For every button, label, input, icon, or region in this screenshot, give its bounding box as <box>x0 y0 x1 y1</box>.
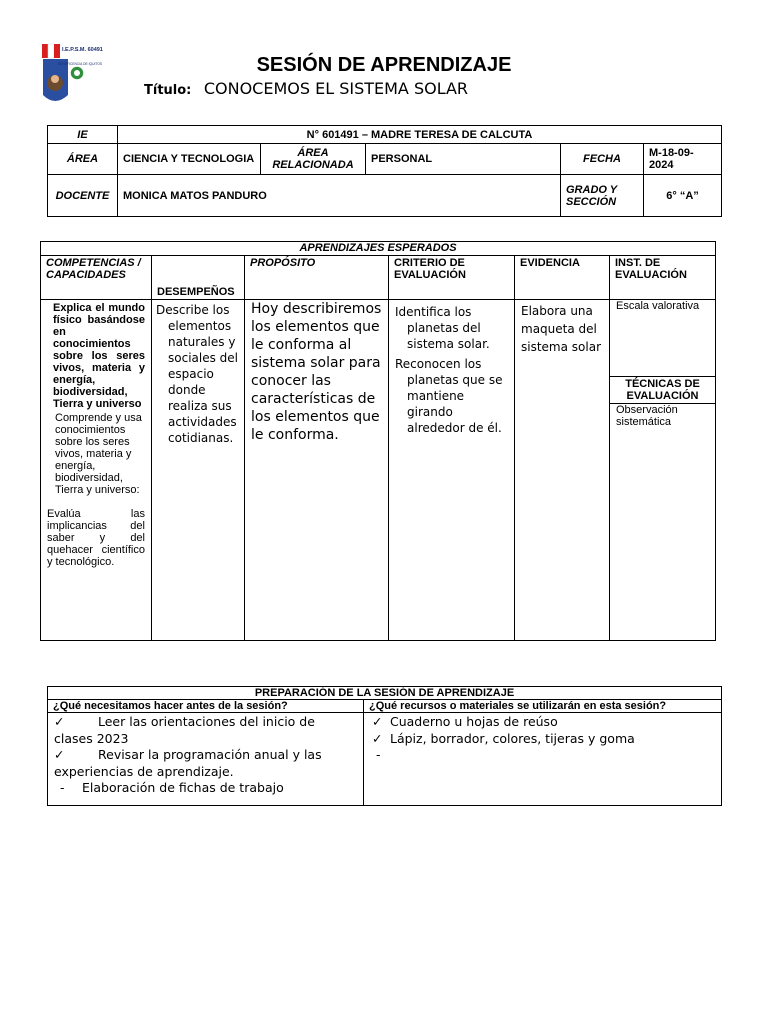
antes-item-1: ✓ Leer las orientaciones del inicio de clases 2023 <box>54 714 315 746</box>
evidencia-cell <box>515 300 610 641</box>
recurso-item-3: - <box>376 747 381 762</box>
ie-value: N° 601491 – MADRE TERESA DE CALCUTA <box>118 126 722 144</box>
evidencia-text: Elabora una maqueta del sistema solar <box>521 304 601 354</box>
antes-item-2: ✓ Revisar la programación anual y las experiencias de aprendizaje. <box>54 747 322 779</box>
titulo-label: Título: <box>144 83 192 98</box>
col-desempenos: DESEMPEÑOS <box>152 256 245 300</box>
desempeno-cell <box>152 300 245 641</box>
competencias-cell <box>41 300 152 641</box>
area-relacionada-label: ÁREA RELACIONADA <box>261 144 366 175</box>
capacidad-1: Comprende y usa conocimientos sobre los seres vivos, materia y energía, biodiversidad, Tierra y universo: <box>55 412 142 496</box>
col-evidencia: EVIDENCIA <box>515 256 610 300</box>
check-icon: ✓ <box>54 714 65 729</box>
col-criterio: CRITERIO DE EVALUACIÓN <box>389 256 515 300</box>
check-icon: ✓ <box>54 747 65 762</box>
grado-value: 6° “A” <box>644 175 722 217</box>
desempeno-text: Describe los elementos naturales y sociales del espacio donde realiza sus actividades cotidianas. <box>156 303 238 445</box>
svg-text:I.E.P.S.M. 60491: I.E.P.S.M. 60491 <box>62 47 103 53</box>
docente-label: DOCENTE <box>48 175 118 217</box>
col-instrumento: INST. DE EVALUACIÓN <box>610 256 716 300</box>
dash-icon: - <box>60 780 65 795</box>
recurso-item-2: ✓ Lápiz, borrador, colores, tijeras y goma <box>372 730 635 746</box>
aprendizajes-table <box>40 241 716 641</box>
question-antes: ¿Qué necesitamos hacer antes de la sesión? <box>48 700 364 713</box>
check-icon: ✓ <box>372 714 383 729</box>
antes-item-3: - Elaboración de fichas de trabajo <box>54 780 357 797</box>
aprendizajes-heading: APRENDIZAJES ESPERADOS <box>41 242 716 256</box>
recurso-item-1: ✓ Cuaderno u hojas de reúso <box>372 714 558 729</box>
fecha-value: M-18-09-2024 <box>644 144 722 175</box>
col-proposito: PROPÓSITO <box>245 256 389 300</box>
tecnica-text: Observación sistemática <box>616 404 678 428</box>
session-title <box>144 79 468 99</box>
tecnicas-label: TÉCNICAS DE EVALUACIÓN <box>610 377 715 404</box>
instrumento-cell <box>610 300 716 641</box>
fecha-label: FECHA <box>561 144 644 175</box>
capacidad-2: Evalúa las implicancias del saber y del quehacer científico y tecnológico. <box>47 508 145 568</box>
ie-label: IE <box>48 126 118 144</box>
proposito-cell <box>245 300 389 641</box>
criterio-1: Identifica los planetas del sistema solar. <box>395 305 490 351</box>
area-label: ÁREA <box>48 144 118 175</box>
docente-value: MONICA MATOS PANDURO <box>118 175 561 217</box>
recursos-list <box>364 713 722 806</box>
antes-list <box>48 713 364 806</box>
titulo-value: CONOCEMOS EL SISTEMA SOLAR <box>203 79 469 98</box>
check-icon: ✓ <box>372 730 383 746</box>
instrumento-text: Escala valorativa <box>610 300 715 377</box>
criterio-cell <box>389 300 515 641</box>
col-competencias: COMPETENCIAS / CAPACIDADES <box>41 256 152 300</box>
question-recursos: ¿Qué recursos o materiales se utilizarán en esta sesión? <box>364 700 722 713</box>
area-relacionada-value: PERSONAL <box>366 144 561 175</box>
page-title: SESIÓN DE APRENDIZAJE <box>256 54 512 76</box>
competencia-text: Explica el mundo físico basándose en conocimientos sobre los seres vivos, materia y energía, biodiversidad, Tierra y universo <box>53 302 145 410</box>
proposito-text: Hoy describiremos los elementos que le conforma al sistema solar para conocer las características de los elementos que le conforma. <box>251 301 382 443</box>
area-value: CIENCIA Y TECNOLOGIA <box>118 144 261 175</box>
info-table <box>47 125 722 217</box>
preparacion-heading: PREPARACIÓN DE LA SESIÓN DE APRENDIZAJE <box>48 687 722 700</box>
criterio-2: Reconocen los planetas que se mantiene girando alrededor de él. <box>395 357 503 435</box>
preparacion-table <box>47 686 722 806</box>
grado-label: GRADO Y SECCIÓN <box>561 175 644 217</box>
svg-text:BENEFICENCIA DE IQUITOS: BENEFICENCIA DE IQUITOS <box>58 62 103 66</box>
